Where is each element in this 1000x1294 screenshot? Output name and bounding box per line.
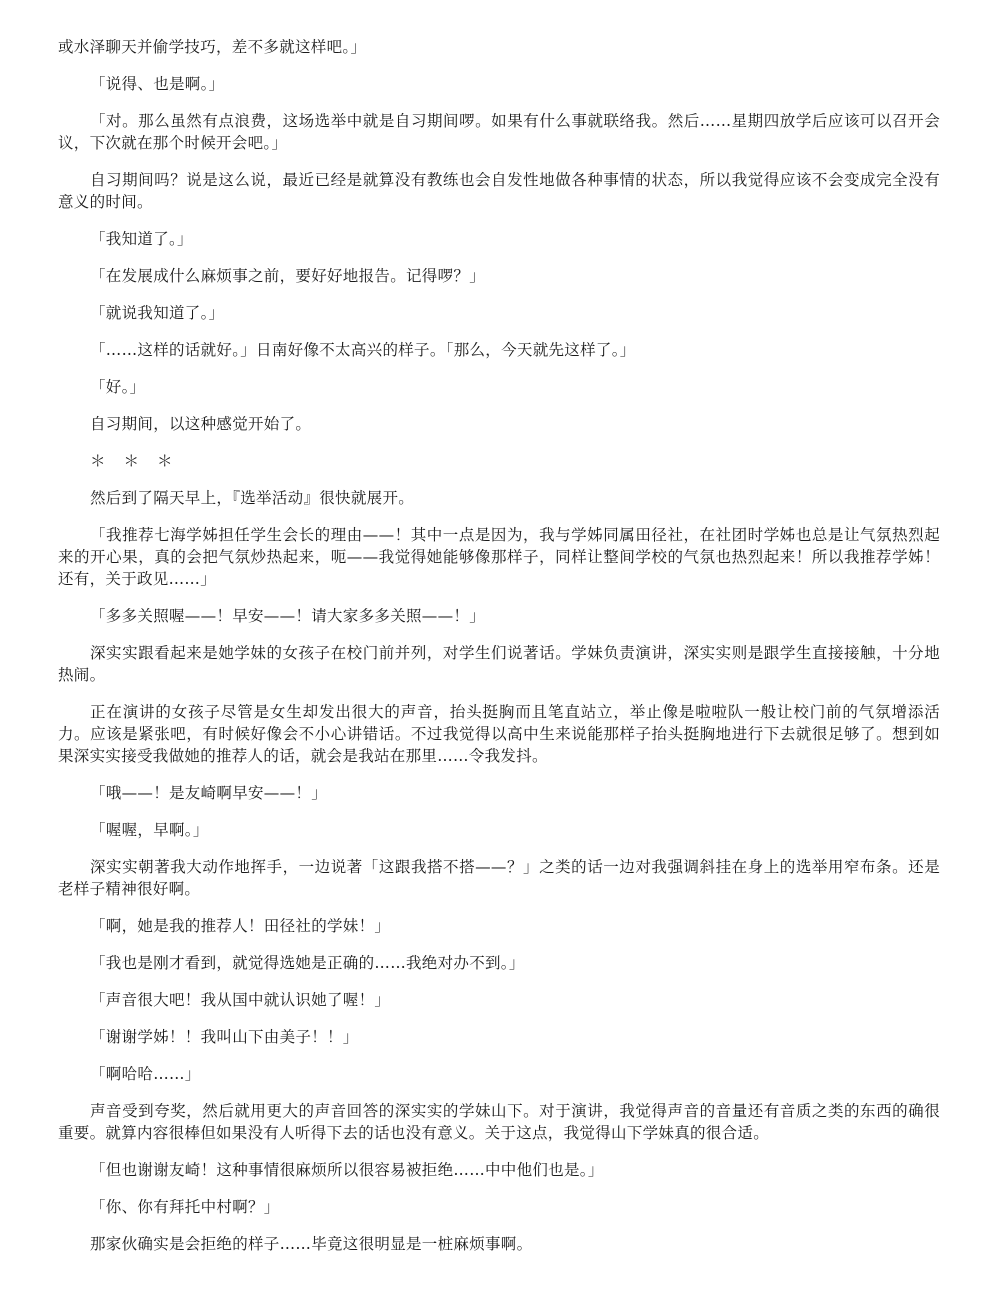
paragraph: 「喔喔，早啊。」 (90, 821, 209, 839)
paragraph: 自习期间，以这种感觉开始了。 (90, 415, 312, 433)
paragraph: 「啊，她是我的推荐人！田径社的学妹！」 (90, 917, 391, 935)
paragraph: 深实实朝著我大动作地挥手，一边说著「这跟我搭不搭——？」之类的话一边对我强调斜挂在身上的选举用窄布条。还是老样子精神很好啊。 (58, 858, 940, 898)
paragraph: 「我也是刚才看到，就觉得选她是正确的……我绝对办不到。」 (90, 954, 525, 972)
paragraph: 「好。」 (90, 378, 146, 396)
paragraph: 那家伙确实是会拒绝的样子……毕竟这很明显是一桩麻烦事啊。 (90, 1235, 533, 1253)
paragraph: 声音受到夸奖，然后就用更大的声音回答的深实实的学妹山下。对于演讲，我觉得声音的音量还有音质之类的东西的确很重要。就算内容很棒但如果没有人听得下去的话也没有意义。关于这点，我觉得山下学妹真的很合适。 (58, 1102, 940, 1142)
paragraph: 「哦——！是友崎啊早安——！」 (90, 784, 328, 802)
paragraph: 「我推荐七海学姊担任学生会长的理由——！其中一点是因为，我与学姊同属田径社，在社团时学姊也总是让气氛热烈起来的开心果，真的会把气氛炒热起来，呃——我觉得她能够像那样子，同样让整间学校的气氛也热烈起来！所以我推荐学姊！还有，关于政见……」 (58, 526, 940, 588)
section-separator: ＊＊＊ (90, 452, 191, 470)
paragraph: 然后到了隔天早上，『选举活动』很快就展开。 (90, 489, 415, 507)
paragraph: 「你、你有拜托中村啊？」 (90, 1198, 280, 1216)
paragraph: 「说得、也是啊。」 (90, 75, 225, 93)
paragraph: 「但也谢谢友崎！这种事情很麻烦所以很容易被拒绝……中中他们也是。」 (90, 1161, 604, 1179)
paragraph: 「我知道了。」 (90, 230, 193, 248)
paragraph: 「就说我知道了。」 (90, 304, 225, 322)
paragraph: 「在发展成什么麻烦事之前，要好好地报告。记得啰？」 (90, 267, 486, 285)
paragraph: 「对。那么虽然有点浪费，这场选举中就是自习期间啰。如果有什么事就联络我。然后……星期四放学后应该可以召开会议，下次就在那个时候开会吧。」 (58, 112, 940, 152)
document-page (58, 36, 940, 1270)
paragraph: 正在演讲的女孩子尽管是女生却发出很大的声音，抬头挺胸而且笔直站立，举止像是啦啦队一般让校门前的气氛增添活力。应该是紧张吧，有时候好像会不小心讲错话。不过我觉得以高中生来说能那样子抬头挺胸地进行下去就很足够了。想到如果深实实接受我做她的推荐人的话，就会是我站在那里……令我发抖。 (58, 703, 940, 765)
paragraph: 「……这样的话就好。」日南好像不太高兴的样子。「那么，今天就先这样了。」 (90, 341, 636, 359)
paragraph: 自习期间吗？说是这么说，最近已经是就算没有教练也会自发性地做各种事情的状态，所以我觉得应该不会变成完全没有意义的时间。 (58, 171, 940, 211)
paragraph: 或水泽聊天并偷学技巧，差不多就这样吧。」 (58, 38, 367, 56)
paragraph: 「啊哈哈……」 (90, 1065, 201, 1083)
paragraph: 「声音很大吧！我从国中就认识她了喔！」 (90, 991, 391, 1009)
paragraph: 深实实跟看起来是她学妹的女孩子在校门前并列，对学生们说著话。学妹负责演讲，深实实则是跟学生直接接触，十分地热闹。 (58, 644, 940, 684)
paragraph: 「多多关照喔——！早安——！请大家多多关照——！」 (90, 607, 486, 625)
paragraph: 「谢谢学姊！！我叫山下由美子！！」 (90, 1028, 359, 1046)
